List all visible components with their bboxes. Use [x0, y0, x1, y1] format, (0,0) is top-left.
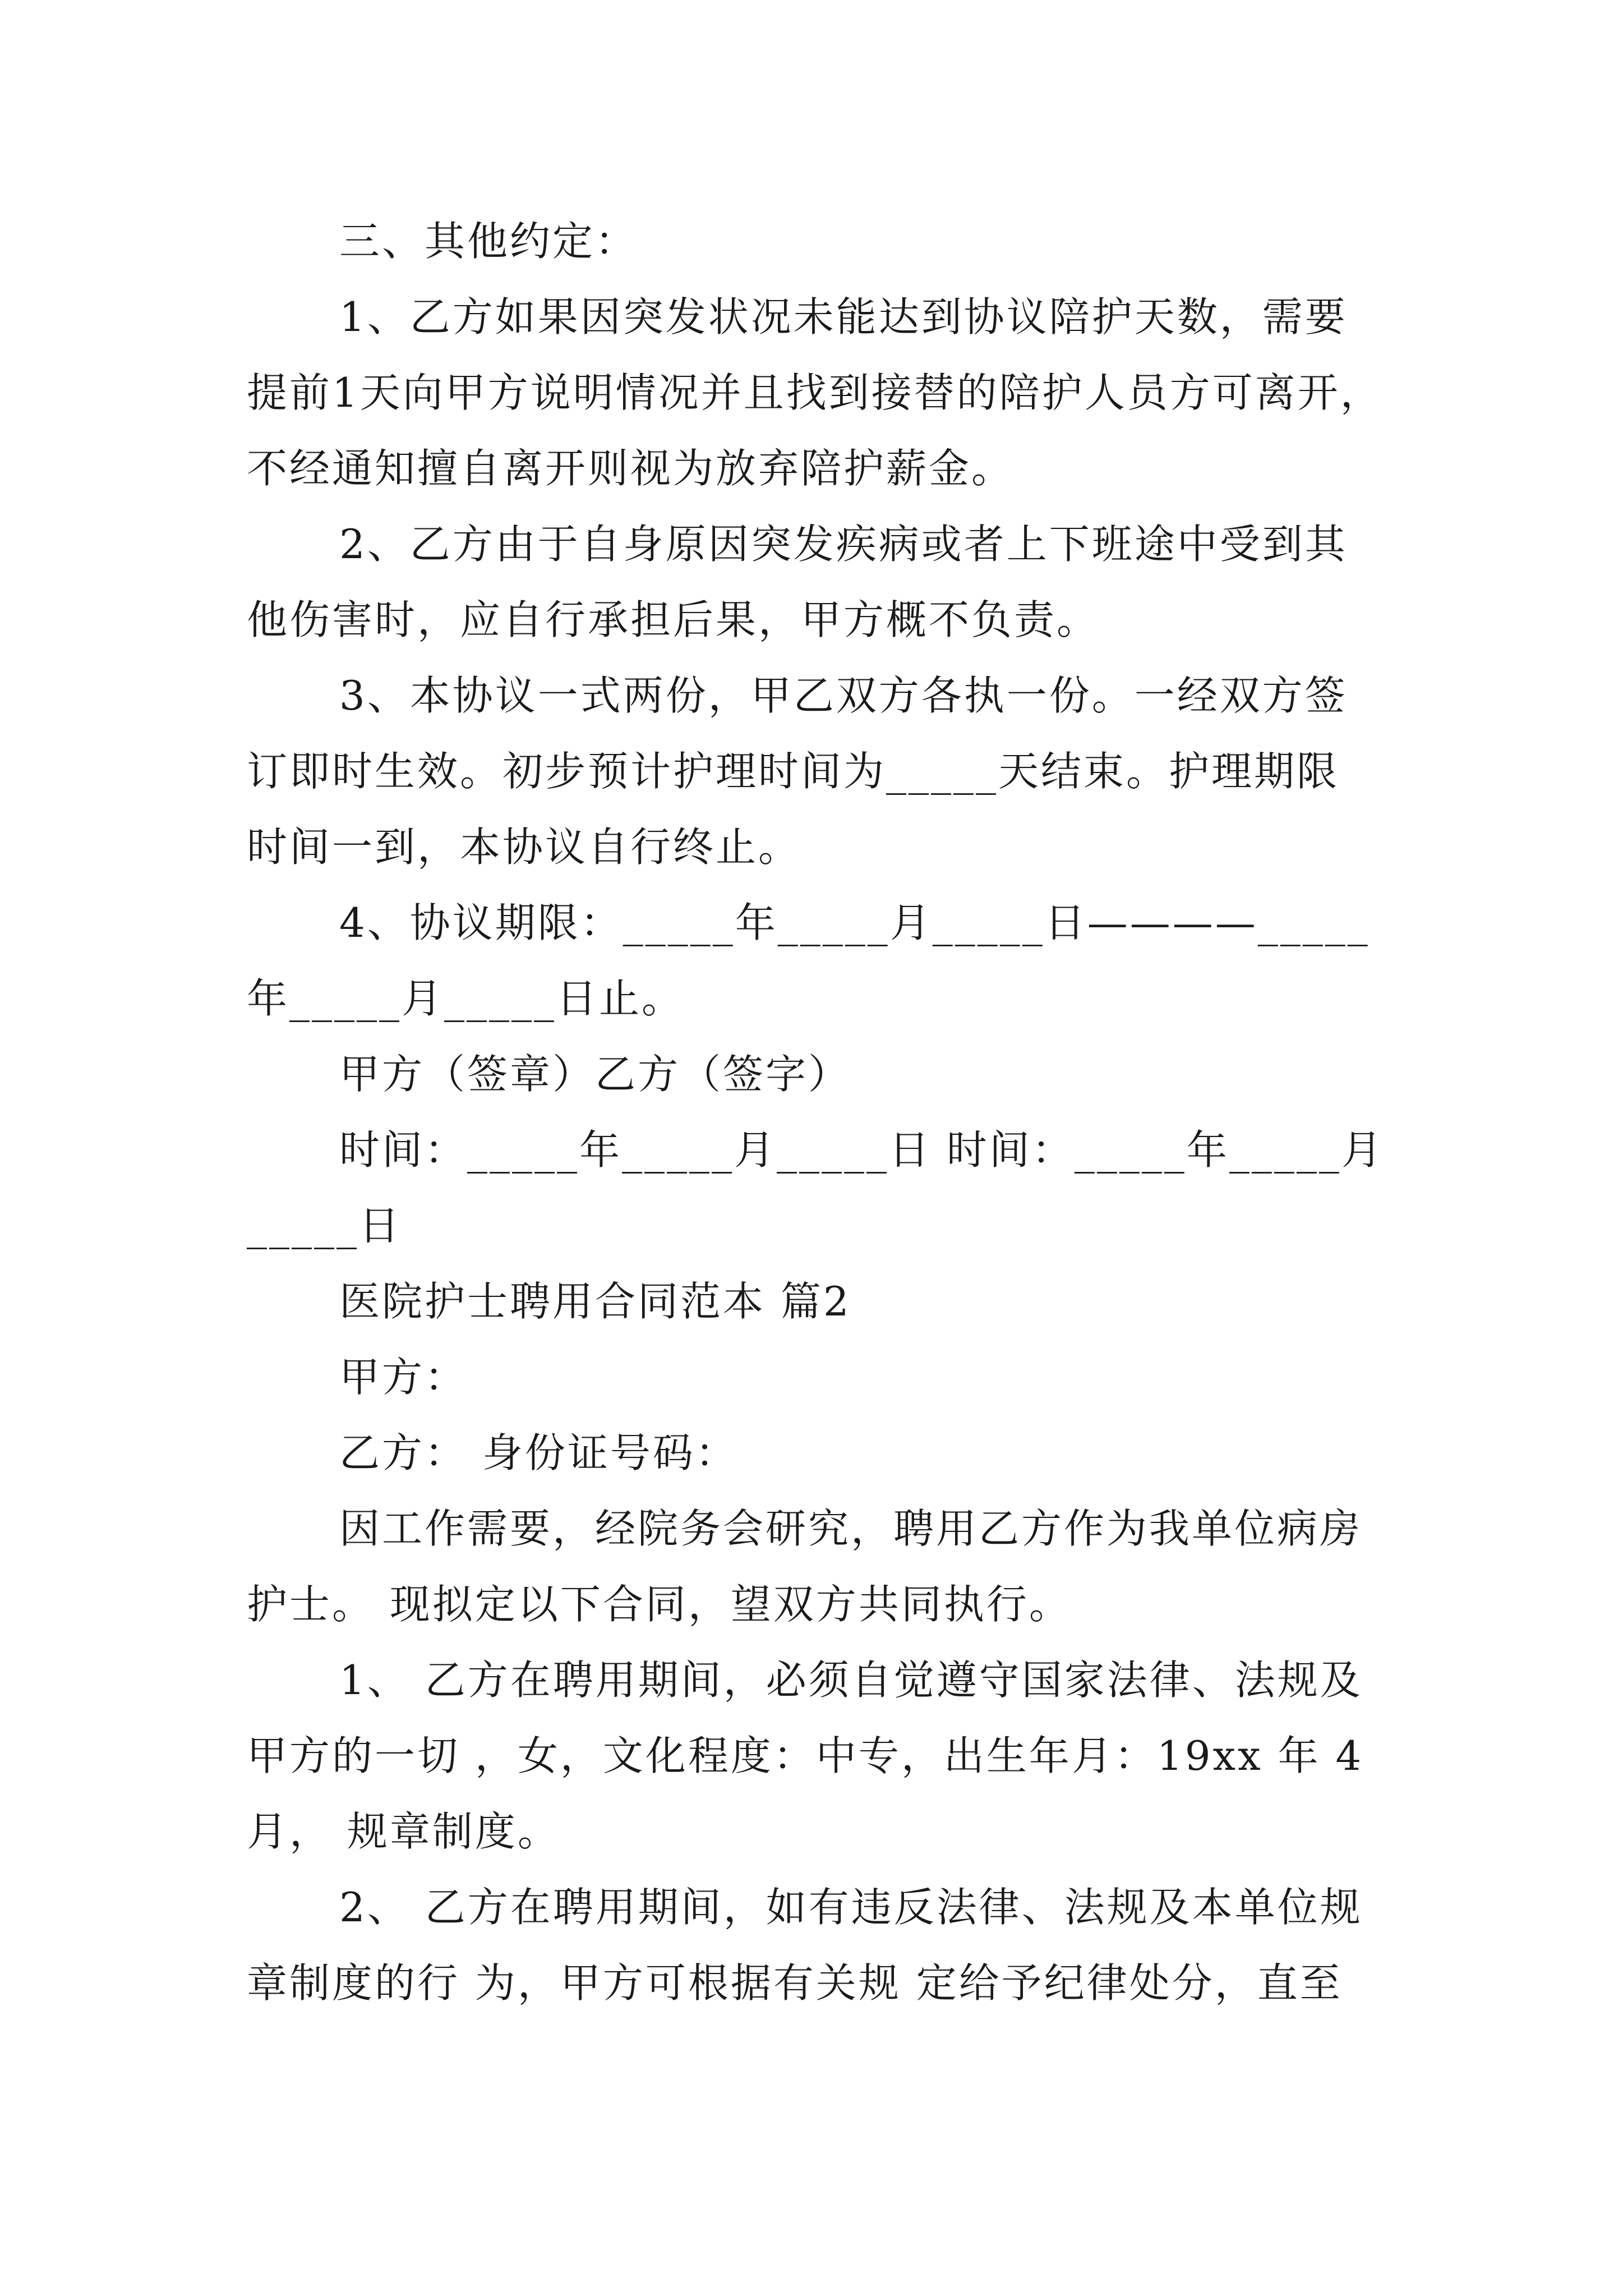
signature-parties-line: 甲方（签章）乙方（签字）	[339, 1051, 851, 1098]
section-heading-other-terms: 三、其他约定：	[339, 218, 638, 265]
article-1-line-3: 月， 规章制度。	[247, 1808, 560, 1855]
clause-1-line-2: 提前1天向甲方说明情况并且找到接替的陪护人员方可离开，	[247, 369, 1383, 416]
article-2-line-2: 章制度的行 为，甲方可根据有关规 定给予纪律处分，直至	[247, 1959, 1343, 2007]
clause-3-line-2: 订即时生效。初步预计护理时间为_____天结束。护理期限	[247, 748, 1340, 795]
clause-2-line-1: 2、乙方由于自身原因突发疾病或者上下班途中受到其	[339, 521, 1348, 568]
signature-date-line-1: 时间：_____年_____月_____日 时间：_____年_____月	[339, 1126, 1384, 1174]
clause-1-line-1: 1、乙方如果因突发状况未能达到协议陪护天数，需要	[339, 293, 1348, 341]
clause-3-line-1: 3、本协议一式两份，甲乙双方各执一份。一经双方签	[339, 672, 1348, 719]
clause-2-line-2: 他伤害时，应自行承担后果，甲方概不负责。	[247, 596, 1100, 643]
intro-line-1: 因工作需要，经院务会研究，聘用乙方作为我单位病房	[339, 1505, 1363, 1552]
clause-4-line-2: 年_____月_____日止。	[247, 975, 685, 1022]
clause-4-line-1: 4、协议期限：_____年_____月_____日————_____	[339, 899, 1370, 946]
article-1-line-1: 1、 乙方在聘用期间，必须自觉遵守国家法律、法规及	[339, 1657, 1363, 1704]
clause-3-line-3: 时间一到，本协议自行终止。	[247, 823, 801, 871]
party-b-line: 乙方： 身份证号码：	[339, 1429, 738, 1476]
party-a-line: 甲方：	[339, 1354, 468, 1401]
contract-title-part-2: 医院护士聘用合同范本 篇2	[339, 1278, 851, 1325]
article-2-line-1: 2、 乙方在聘用期间，如有违反法律、法规及本单位规	[339, 1884, 1363, 1931]
intro-line-2: 护士。 现拟定以下合同，望双方共同执行。	[247, 1581, 1072, 1628]
article-1-line-2: 甲方的一切 ，女，文化程度：中专，出生年月：19xx 年 4	[247, 1732, 1364, 1779]
clause-1-line-3: 不经通知擅自离开则视为放弃陪护薪金。	[247, 445, 1015, 492]
signature-date-line-2: _____日	[247, 1202, 402, 1249]
